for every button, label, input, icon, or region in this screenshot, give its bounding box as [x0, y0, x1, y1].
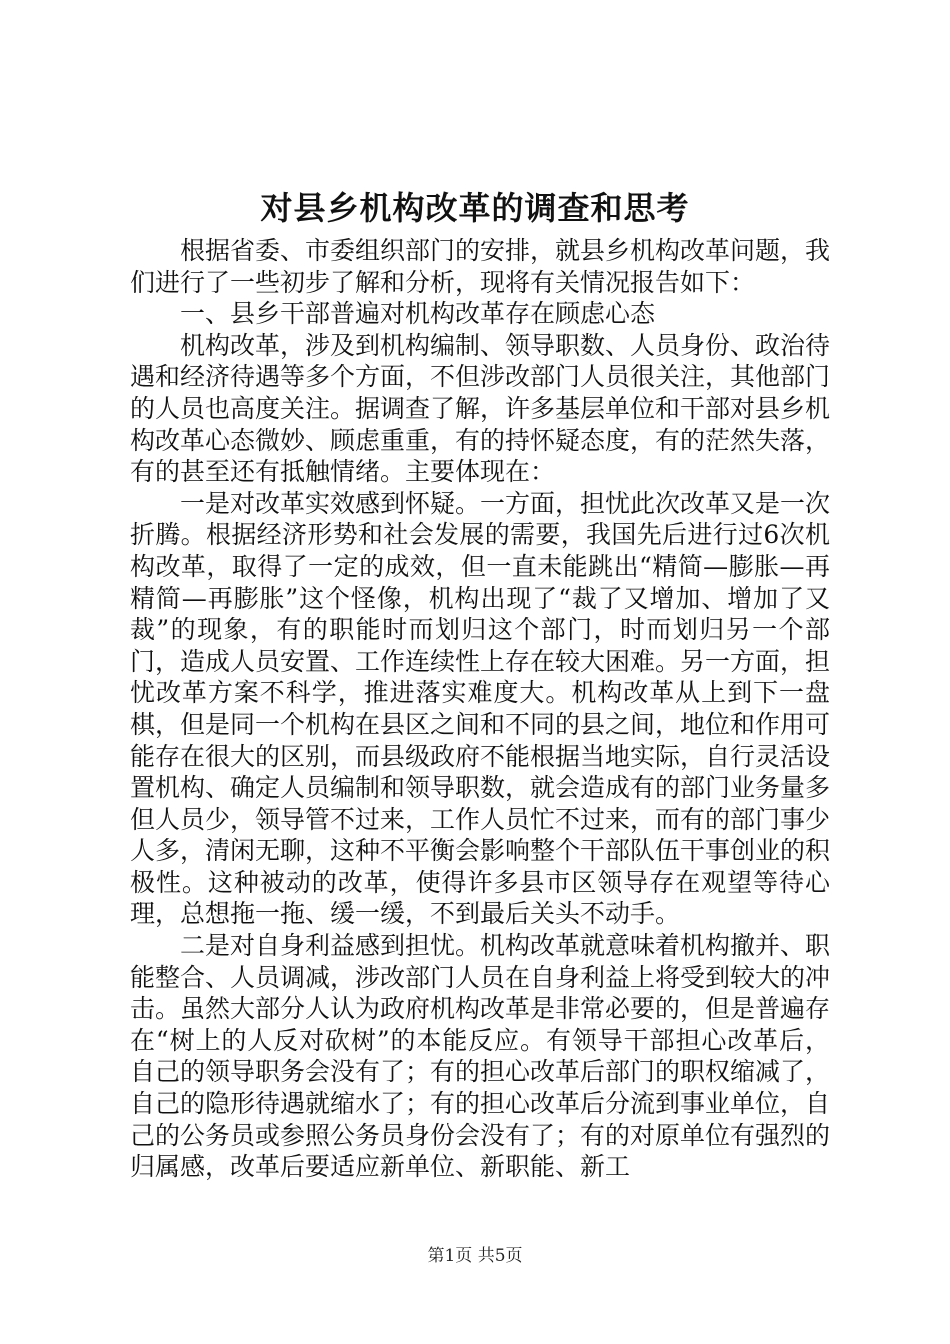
paragraph-overview: 机构改革，涉及到机构编制、领导职数、人员身份、政治待遇和经济待遇等多个方面，不但涉改部门人员很关注，其他部门的人员也高度关注。据调查了解，许多基层单位和干部对县乡机构改革心态微妙、顾虑重重，有的持怀疑态度，有的茫然失落，有的甚至还有抵触情绪。主要体现在： — [130, 330, 831, 487]
page-footer: 第1页 共5页 — [427, 1246, 523, 1266]
document-title: 对县乡机构改革的调查和思考 — [260, 189, 690, 227]
paragraph-point-2: 二是对自身利益感到担忧。机构改革就意味着机构撤并、职能整合、人员调减，涉改部门人员在自身利益上将受到较大的冲击。虽然大部分人认为政府机构改革是非常必要的，但是普遍存在“树上的人反对砍树”的本能反应。有领导干部担心改革后，自己的领导职务会没有了；有的担心改革后部门的职权缩减了，自己的隐形待遇就缩水了；有的担心改革后分流到事业单位，自己的公务员或参照公务员身份会没有了；有的对原单位有强烈的归属感，改革后要适应新单位、新职能、新工 — [130, 931, 831, 1182]
section-heading-1: 一、县乡干部普遍对机构改革存在顾虑心态 — [180, 299, 656, 329]
document-body — [130, 235, 830, 1183]
paragraph-intro: 根据省委、市委组织部门的安排，就县乡机构改革问题，我们进行了一些初步了解和分析，现将有关情况报告如下： — [130, 236, 831, 297]
paragraph-point-1: 一是对改革实效感到怀疑。一方面，担忧此次改革又是一次折腾。根据经济形势和社会发展的需要，我国先后进行过6次机构改革，取得了一定的成效，但一直未能跳出“精简—膨胀—再精简—再膨胀”这个怪像，机构出现了“裁了又增加、增加了又裁”的现象，有的职能时而划归这个部门，时而划归另一个部门，造成人员安置、工作连续性上存在较大困难。另一方面，担忧改革方案不科学，推进落实难度大。机构改革从上到下一盘棋，但是同一个机构在县区之间和不同的县之间，地位和作用可能存在很大的区别，而县级政府不能根据当地实际，自行灵活设置机构、确定人员编制和领导职数，就会造成有的部门业务量多但人员少，领导管不过来，工作人员忙不过来，而有的部门事少人多，清闲无聊，这种不平衡会影响整个干部队伍干事创业的积极性。这种被动的改革，使得许多县市区领导存在观望等待心理，总想拖一拖、缓一缓，不到最后关头不动手。 — [130, 488, 831, 929]
